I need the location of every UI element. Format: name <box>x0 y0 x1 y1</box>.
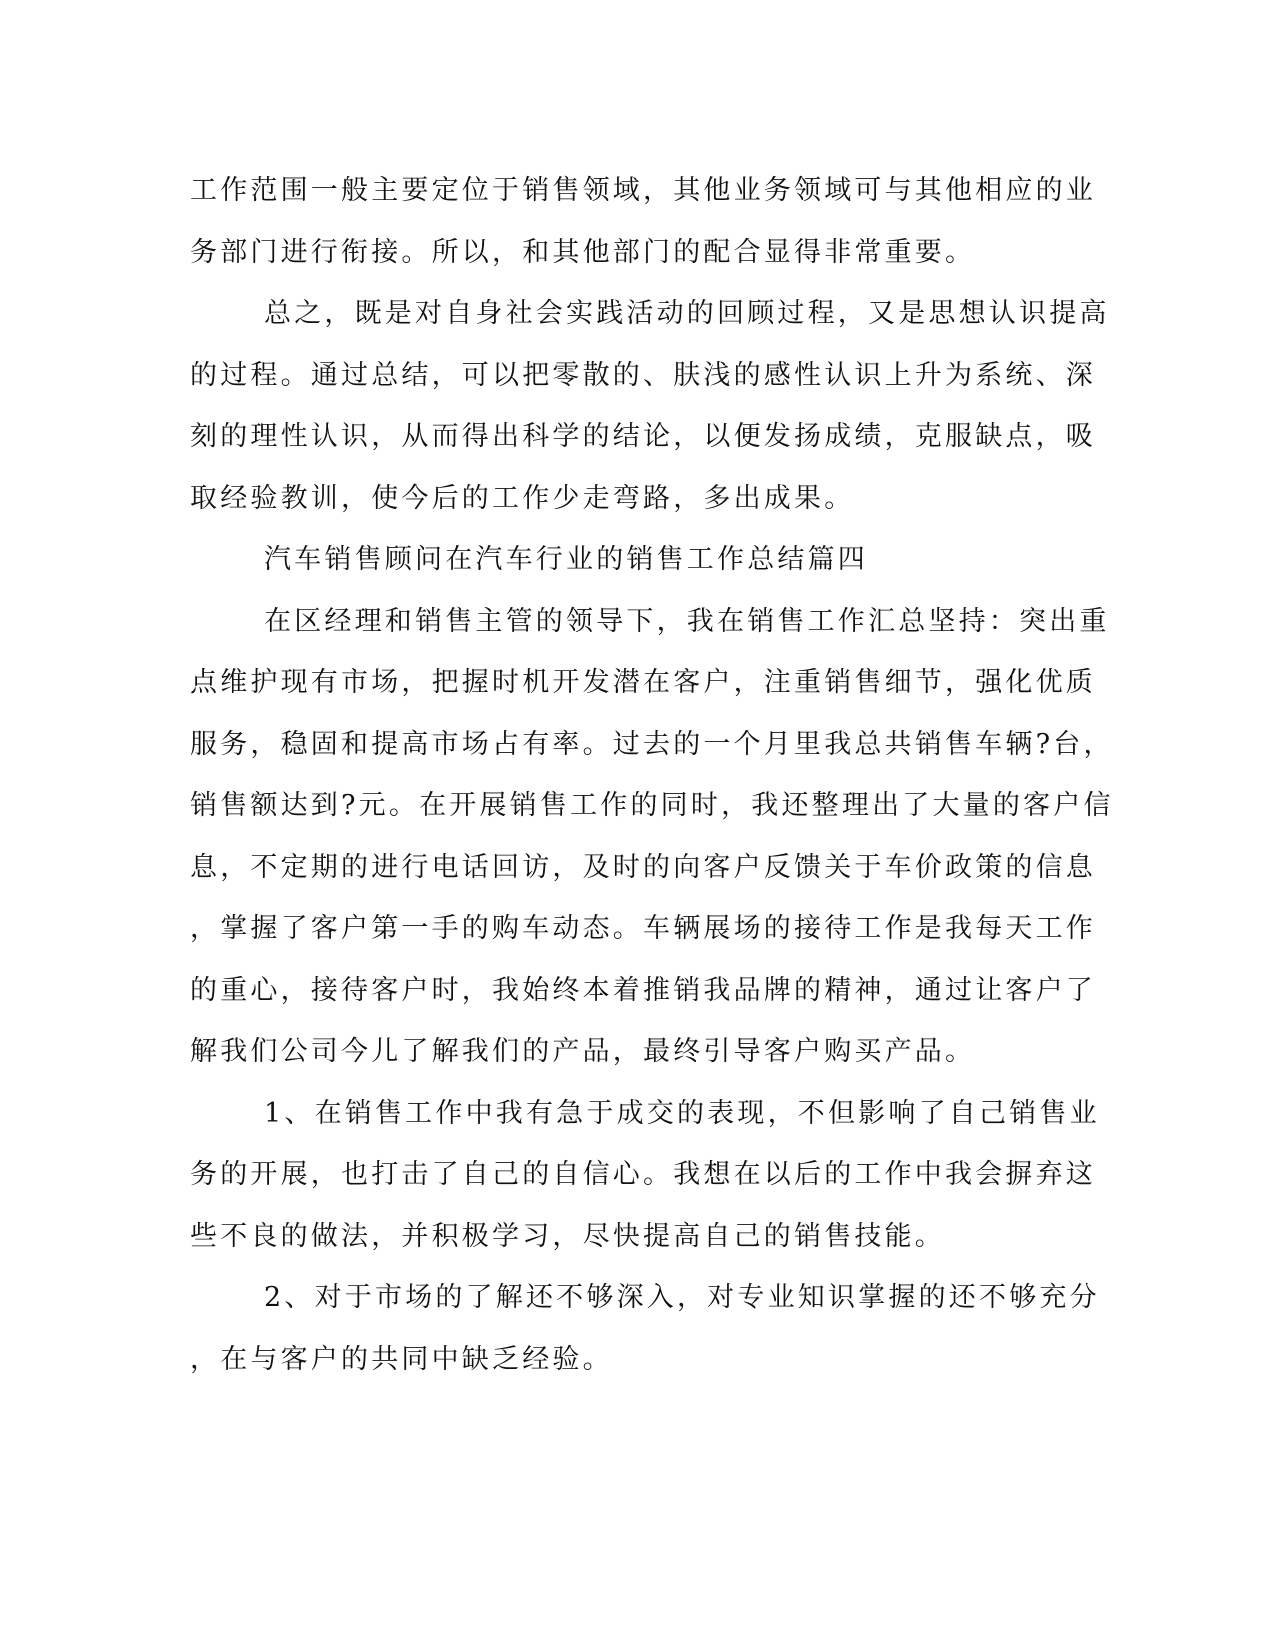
paragraph-start-line: 在区经理和销售主管的领导下，我在销售工作汇总坚持：突出重 <box>264 605 1110 637</box>
list-item-line: 1、在销售工作中我有急于成交的表现，不但影响了自己销售业 <box>264 1097 1100 1129</box>
text-line: 务的开展，也打击了自己的自信心。我想在以后的工作中我会摒弃这 <box>190 1159 1096 1190</box>
text-line: ，在与客户的共同中缺乏经验。 <box>190 1343 613 1375</box>
text-line: ，掌握了客户第一手的购车动态。车辆展场的接待工作是我每天工作 <box>190 913 1096 944</box>
text-line: 刻的理性认识，从而得出科学的结论，以便发扬成绩，克服缺点，吸 <box>190 421 1096 452</box>
text-line: 销售额达到?元。在开展销售工作的同时，我还整理出了大量的客户信 <box>190 790 1114 821</box>
paragraph-start-line: 总之，既是对自身社会实践活动的回顾过程，又是思想认识提高 <box>264 298 1110 329</box>
section-heading: 汽车销售顾问在汽车行业的销售工作总结篇四 <box>264 544 868 575</box>
text-line: 些不良的做法，并积极学习，尽快提高自己的销售技能。 <box>190 1220 945 1252</box>
text-line: 务部门进行衔接。所以，和其他部门的配合显得非常重要。 <box>190 236 976 268</box>
text-line: 息，不定期的进行电话回访，及时的向客户反馈关于车价政策的信息 <box>190 851 1096 883</box>
document-body <box>190 160 1114 1390</box>
text-line: 工作范围一般主要定位于销售领域，其他业务领域可与其他相应的业 <box>190 175 1096 206</box>
text-line: 取经验教训，使今后的工作少走弯路，多出成果。 <box>190 482 855 514</box>
text-line: 的重心，接待客户时，我始终本着推销我品牌的精神，通过让客户了 <box>190 974 1096 1006</box>
text-line: 服务，稳固和提高市场占有率。过去的一个月里我总共销售车辆?台， <box>190 728 1114 760</box>
text-line: 的过程。通过总结，可以把零散的、肤浅的感性认识上升为系统、深 <box>190 359 1096 391</box>
list-item-line: 2、对于市场的了解还不够深入，对专业知识掌握的还不够充分 <box>264 1282 1100 1313</box>
text-line: 解我们公司今儿了解我们的产品，最终引导客户购买产品。 <box>190 1036 976 1067</box>
text-line: 点维护现有市场，把握时机开发潜在客户，注重销售细节，强化优质 <box>190 667 1096 698</box>
